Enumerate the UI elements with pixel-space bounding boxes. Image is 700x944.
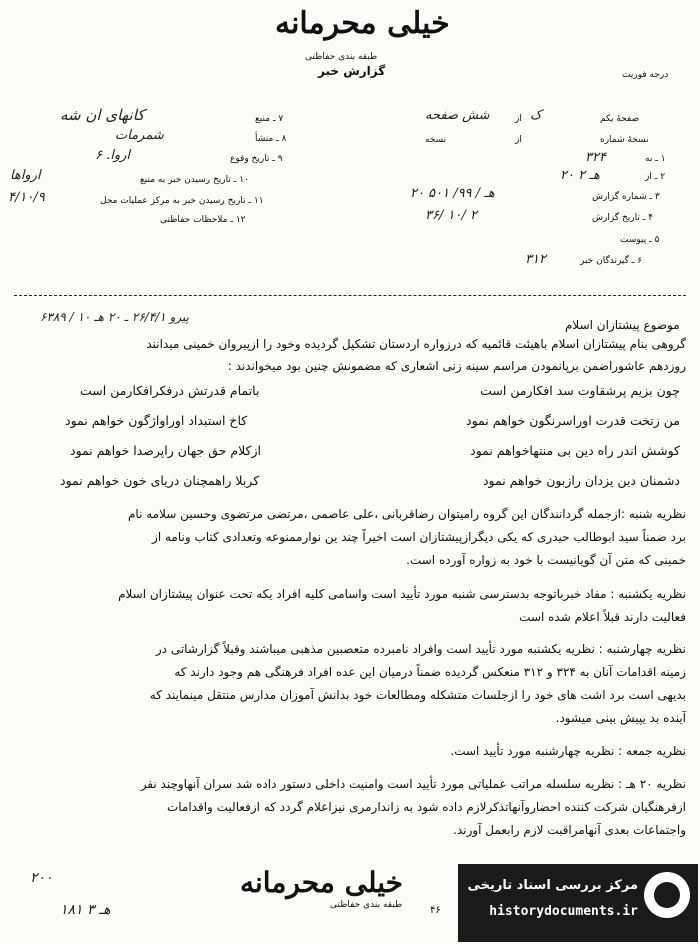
para-line-9: آینده بد یپیش بینی میشود.	[555, 711, 686, 725]
classification-label-bottom: طبقه بندی حفاظتی	[330, 900, 403, 910]
para-line-12: ازفرهنگیان شرکت کننده احضاروآنهاتذکرلازم داده شود به زاندارمری نیزاعلام گردد که ازفعالیت واقدامات	[166, 800, 686, 814]
recipients-value: ۳۱۲	[525, 252, 546, 267]
from-label: ۲ ـ از	[645, 172, 666, 182]
archive-logo-icon	[644, 872, 690, 918]
para-line-3: خمینی که متن آن گویانیست با خود به زواره آورده است.	[406, 553, 686, 567]
page-number: ۴۶	[430, 905, 441, 916]
report-number-value: ۲۰ هـ / ۹۹/ ۵۰۱	[410, 186, 495, 201]
poem-right-2: من زتخت قدرت اوراسرنگون خواهم نمود	[466, 413, 680, 428]
center-received-value: ۴/۱۰/۹	[8, 190, 45, 205]
para-line-7: زمینه اقدامات آنان به ۳۲۴ و ۳۱۲ منعکس گردیده ضمناً درمیان این عده افراد فرهنگی هم وجود دارند که	[174, 665, 686, 679]
source-value: کانهای ان شه	[60, 106, 145, 124]
to-value: ۳۲۴	[585, 150, 606, 165]
poem-right-1: چون بزیم پرشقاوت سد افکارمن است	[480, 383, 680, 398]
poem-left-2: کاخ استبداد اوراواژگون خواهم نمود	[65, 413, 248, 428]
classification-label-top: طبقه بندی حفاظتی	[305, 52, 378, 62]
watermark-badge	[458, 864, 698, 942]
security-notes-label: ۱۲ ـ ملاحظات حفاظتی	[160, 215, 246, 225]
from-value: ۲۰ هـ ۲	[560, 168, 600, 183]
para-line-1: نظریه شنبه :ازجمله گردانندگان این گروه رامیتوان رضاقربانی ،علی عاصمی ،مرتضی مرتضوی وحسین سلامه نام	[128, 507, 686, 521]
source-received-label: ۱۰ ـ تاریخ رسیدن خبر به منبع	[140, 175, 249, 185]
subject-label: موضوع پیشتازان اسلام	[565, 318, 680, 332]
attachment-label: ۵ ـ پیوست	[620, 235, 660, 245]
intro-line-1: گروهی بنام پیشتازان اسلام باهیئت قائمیه که درزواره اردستان تشکیل گردیده وخود را ازپیروان خمینی میدانند	[146, 337, 686, 351]
para-line-11: نظریه ۲۰ هـ : نظریه سلسله مراتب عملیاتی مورد تأیید است وامنیت داخلی دستور داده شد سران آنهاوچند نفر	[140, 777, 686, 791]
watermark-title: مرکز بررسی اسناد تاریخی	[467, 878, 638, 893]
para-line-8: بدیهی است برد اشت های خود را ازجلسات متشکله ومطالعات خود بدانش آموزان مدارس منتقل مینمایند که	[149, 688, 686, 702]
copy-total: نسخه	[425, 135, 447, 145]
center-received-label: ۱۱ ـ تاریخ رسیدن خبر به مرکز عملیات محل	[100, 196, 264, 206]
copy-of: از	[515, 135, 522, 145]
page-value-hand: ک	[530, 108, 542, 123]
report-title: گزارش خبر	[318, 64, 386, 78]
to-label: ۱ ـ به	[645, 154, 666, 164]
watermark-url: historydocuments.ir	[489, 904, 638, 919]
source-label: ۷ ـ منبع	[255, 114, 284, 124]
origin-value: شمرمات	[115, 128, 164, 143]
para-line-13: واجتماعات بعدی آنهامراقبت لازم رابعمل آورند.	[453, 823, 686, 837]
page-total: شش صفحه	[425, 108, 490, 123]
poem-right-4: دشمنان دین یزدان رازبون خواهم نمود	[482, 473, 680, 488]
para-line-5: فعالیت دارند قبلاً اعلام شده است	[519, 610, 686, 624]
para-line-10: نظریه جمعه : نظریه چهارشنبه مورد تأیید است.	[450, 744, 686, 758]
report-date-value: ۳۶/ ۱۰/ ۲	[425, 208, 477, 223]
urgency-label: درجه فوریت	[622, 70, 669, 80]
poem-left-3: ازکلام حق جهان راپرصدا خواهم نمود	[70, 443, 261, 458]
para-line-2: برد ضمناً سید ابوطالب حیدری که یکی دیگرازپیشتازان است اخیراً چند ین نوارممنوعه وتعدادی کتاب ونامه از	[152, 530, 686, 544]
report-date-label: ۴ ـ تاریخ گزارش	[592, 213, 654, 223]
margin-note-b: ۱۸۱ هـ ۳	[60, 902, 111, 918]
classification-stamp-bottom: خیلی محرمانه	[240, 866, 403, 899]
subject-ref: پیرو ۲۶/۴/۱ ـ ۲۰ هـ ۱۰ / ۶۳۸۹	[40, 310, 189, 324]
occurrence-date-label: ۹ ـ تاریخ وقوع	[230, 154, 283, 164]
poem-left-4: کربلا راهمچنان دریای خون خواهم نمود	[60, 473, 260, 488]
page-of: از	[515, 114, 522, 124]
poem-left-1: باتمام قدرتش درفکرافکارمن است	[80, 383, 260, 398]
copy-label: نسخهٔ شماره	[600, 135, 649, 145]
classification-stamp-top: خیلی محرمانه	[275, 6, 450, 41]
intro-line-2: روزدهم عاشوراضمن برپانمودن مراسم سینه زنی اشعاری که مضمونش چنین بود میخواندند :	[227, 359, 686, 373]
para-line-6: نظریه چهارشنبه : نظریه یکشنبه مورد تأیید است وافراد نامبرده متعصبین مذهبی میباشند وقبلاً گزارشاتی در	[155, 642, 686, 656]
poem-right-3: کوشش اندر راه دین بی منتهاخواهم نمود	[470, 443, 680, 458]
source-received-value: ارواها	[10, 168, 41, 183]
origin-label: ۸ ـ منشأ	[255, 134, 287, 144]
occurrence-date-value: اروا. ۶	[95, 148, 131, 163]
para-line-4: نظریه یکشنبه : مفاد خبرباتوجه بدسترسی شنبه مورد تأیید است واسامی کلیه افراد یکه تحت عنوان پیشتازان اسلام	[118, 587, 686, 601]
recipients-label: ۶ ـ گیرندگان خبر	[580, 256, 643, 266]
section-divider	[14, 295, 686, 296]
report-number-label: ۳ ـ شماره گزارش	[592, 192, 660, 202]
page-label: صفحهٔ یکم	[600, 114, 640, 124]
margin-note-a: ۲۰۰	[30, 870, 53, 886]
